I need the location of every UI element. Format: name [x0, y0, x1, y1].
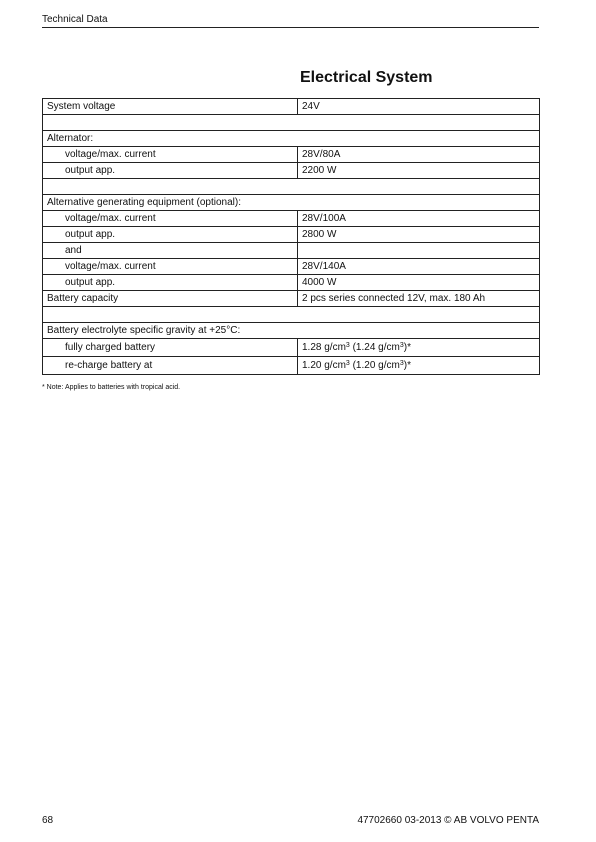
spec-label: output app.	[43, 227, 298, 243]
spec-value: 28V/80A	[298, 147, 540, 163]
spacer-cell	[43, 179, 540, 195]
spec-value: 2200 W	[298, 163, 540, 179]
table-group-row	[43, 131, 540, 147]
table-spacer-row	[43, 179, 540, 195]
spec-label: voltage/max. current	[43, 259, 298, 275]
page-number: 68	[42, 815, 54, 826]
spec-value: 2 pcs series connected 12V, max. 180 Ah	[298, 291, 540, 307]
group-heading: Alternator:	[43, 131, 540, 147]
table-row	[43, 147, 540, 163]
spec-label: voltage/max. current	[43, 147, 298, 163]
spec-label: and	[43, 243, 298, 259]
spec-value	[298, 243, 540, 259]
group-heading: Alternative generating equipment (optional):	[43, 195, 540, 211]
spec-label: re-charge battery at	[43, 357, 298, 375]
table-spacer-row	[43, 307, 540, 323]
table-row	[43, 339, 540, 357]
table-row	[43, 259, 540, 275]
spec-value: 4000 W	[298, 275, 540, 291]
value-part: (1.24 g/cm	[349, 341, 400, 353]
table-row	[43, 211, 540, 227]
spec-value: 28V/100A	[298, 211, 540, 227]
footer-reference: 47702660 03-2013 © AB VOLVO PENTA	[357, 815, 539, 826]
spec-label: fully charged battery	[43, 339, 298, 357]
spec-value: 24V	[298, 99, 540, 115]
electrical-spec-table	[42, 98, 540, 375]
value-part: 1.28 g/cm	[302, 341, 346, 353]
spec-label: Battery capacity	[43, 291, 298, 307]
spec-value: 28V/140A	[298, 259, 540, 275]
table-row	[43, 163, 540, 179]
header-rule	[42, 27, 539, 28]
table-row	[43, 291, 540, 307]
spec-label: output app.	[43, 275, 298, 291]
value-part: )*	[403, 359, 411, 371]
spec-value	[298, 357, 540, 375]
spec-value	[298, 339, 540, 357]
table-row	[43, 357, 540, 375]
value-part: 1.20 g/cm	[302, 359, 346, 371]
table-row	[43, 243, 540, 259]
table-row	[43, 227, 540, 243]
table-group-row	[43, 323, 540, 339]
spec-label: System voltage	[43, 99, 298, 115]
spacer-cell	[43, 115, 540, 131]
table-row	[43, 99, 540, 115]
superscript: 3	[345, 341, 350, 349]
superscript: 3	[399, 341, 404, 349]
running-header: Technical Data	[42, 14, 108, 25]
footnote: * Note: Applies to batteries with tropical acid.	[42, 384, 181, 391]
spec-label: voltage/max. current	[43, 211, 298, 227]
value-part: (1.20 g/cm	[349, 359, 400, 371]
spec-label: output app.	[43, 163, 298, 179]
spec-value: 2800 W	[298, 227, 540, 243]
table-spacer-row	[43, 115, 540, 131]
table-row	[43, 275, 540, 291]
group-heading: Battery electrolyte specific gravity at +25°C:	[43, 323, 540, 339]
spacer-cell	[43, 307, 540, 323]
superscript: 3	[345, 359, 350, 367]
value-part: )*	[403, 341, 411, 353]
table-group-row	[43, 195, 540, 211]
superscript: 3	[399, 359, 404, 367]
section-title: Electrical System	[300, 69, 433, 86]
